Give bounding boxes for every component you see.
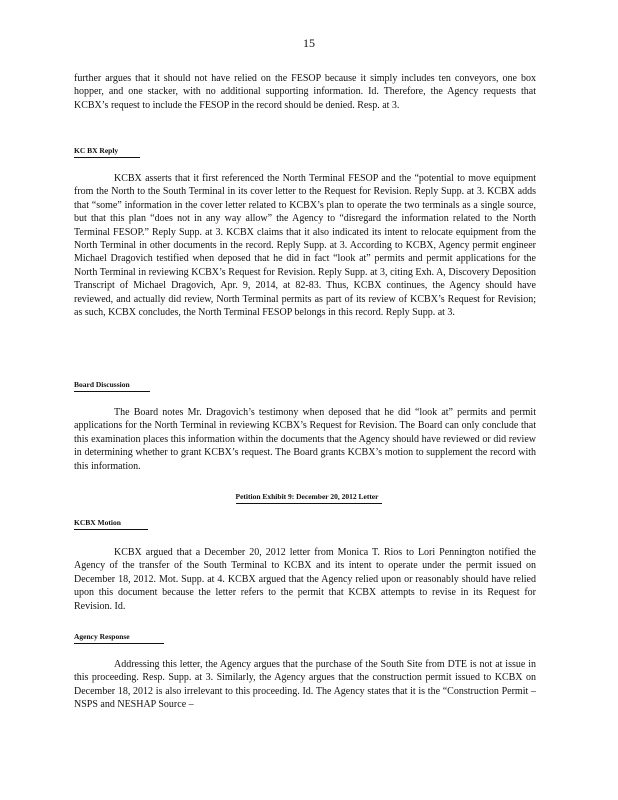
kcbx-reply-paragraph: KCBX asserts that it first referenced the North Terminal FESOP and the “potential to move equipment from the North to the South Terminal in its cover letter to the Request for Revision. Reply Supp. at 3. KCBX adds that “some” information in the cover letter related to KCBX’s plan to operate the two terminals as a single source, but that this plan “does not in any way allow” the Agency to “disregard the information related to the North Terminal FESOP.” Reply Supp. at 3. KCBX claims that it also indicated its intent to relocate equipment from the North Terminal in other documents in the record. Reply Supp. at 3. According to KCBX, Agency permit engineer Michael Dragovich testified when deposed that he did in fact “look at” permits and permit applications for the North Terminal in reviewing KCBX’s Request for Revision. Reply Supp. at 3, citing Exh. A, Discovery Deposition Transcript of Michael Dragovich, Apr. 9, 2014, at 82-83. Thus, KCBX continues, the Agency should have reviewed, and actually did review, North Terminal permits as part of its review of KCBX’s Request for Revision; as such, KCBX concludes, the North Terminal FESOP belongs in this record. Reply Supp. at 3. <box>74 173 536 319</box>
kcbx-reply-heading <box>74 146 140 158</box>
intro-paragraph: further argues that it should not have relied on the FESOP because it simply includes ten conveyors, one box hopper, and one stacker, with no additional supporting information. Id. Therefore, the Agency requests that KCBX’s request to include the FESOP in the record should be denied. Resp. at 3. <box>74 73 536 111</box>
kcbx-motion-paragraph-block <box>74 546 536 613</box>
kcbx-reply-heading-text: KC BX Reply <box>74 146 119 155</box>
kcbx-motion-heading <box>74 518 148 530</box>
intro-paragraph-block <box>74 72 536 112</box>
agency-response-paragraph-block <box>74 658 536 712</box>
kcbx-motion-paragraph: KCBX argued that a December 20, 2012 letter from Monica T. Rios to Lori Pennington notified the Agency of the transfer of the South Terminal to KCBX and its intent to operate under the permit issued on December 18, 2012. Mot. Supp. at 4. KCBX argued that the Agency relied upon or reasonably should have relied upon this document because the letter refers to the permit that KCBX attempts to revise in its Request for Revision. Id. <box>74 547 536 612</box>
exhibit-heading <box>0 492 618 501</box>
kcbx-reply-paragraph-block <box>74 172 536 319</box>
kcbx-motion-heading-text: KCBX Motion <box>74 518 121 527</box>
board-discussion-paragraph: The Board notes Mr. Dragovich’s testimony when deposed that he did “look at” permits and permit applications for the North Terminal in reviewing KCBX’s Request for Revision. The Board can only conclude that this examination places this information within the documents that the Agency should have reviewed or did review in determining whether to grant KCBX’s request. The Board grants KCBX’s motion to supplement the record with this information. <box>74 407 536 472</box>
board-discussion-heading-text: Board Discussion <box>74 380 130 389</box>
board-discussion-paragraph-block <box>74 406 536 473</box>
page-number: 15 <box>303 36 315 50</box>
agency-response-heading-text: Agency Response <box>74 632 130 641</box>
board-discussion-heading <box>74 380 150 392</box>
agency-response-heading <box>74 632 164 644</box>
agency-response-paragraph: Addressing this letter, the Agency argues that the purchase of the South Site from DTE is not at issue in this proceeding. Resp. Supp. at 3. Similarly, the Agency argues that the construction permit issued to KCBX on December 18, 2012 is also irrelevant to this proceeding. Id. The Agency states that it is the “Construction Permit – NSPS and NESHAP Source – <box>74 659 536 711</box>
exhibit-heading-text: Petition Exhibit 9: December 20, 2012 Letter <box>236 492 383 504</box>
